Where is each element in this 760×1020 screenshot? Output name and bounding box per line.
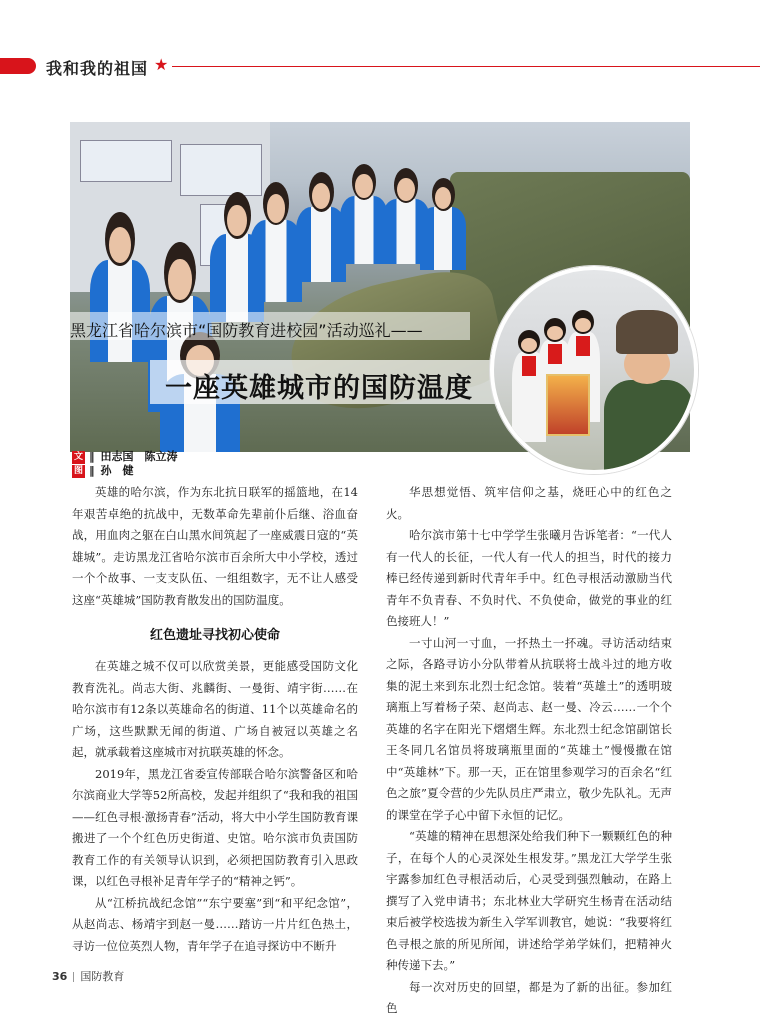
author-credit: 文 ‖ 田志国 陈立涛 <box>73 450 178 463</box>
inset-photo <box>490 266 698 474</box>
paragraph: 华思想觉悟、筑牢信仰之基，烧旺心中的红色之火。 <box>386 485 672 521</box>
header-divider <box>172 66 760 67</box>
photo-credit: 图 ‖ 孙 健 <box>73 464 134 477</box>
photographer-names: 孙 健 <box>100 464 134 477</box>
page-number: 36 <box>52 970 68 983</box>
article-title: 一座英雄城市的国防温度 <box>165 373 473 404</box>
credit-tag-text: 文 <box>73 451 83 462</box>
paragraph: 一寸山河一寸血，一抔热土一抔魂。寻访活动结束之际，各路寻访小分队带着从抗联将士战斗过的地方收集的泥土来到东北烈士纪念馆。装着“英雄土”的透明玻璃瓶上写着杨子荣、赵尚志、赵一曼、冷云……一个个英雄的名字在阳光下熠熠生辉。东北烈士纪念馆副馆长王冬同几名馆员将玻璃瓶里面的“英雄土”慢慢撒在馆中“英雄林”下。那一天，正在馆里参观学习的百余名“红色之旅”夏令营的少先队员庄严肃立，敬少先队礼。无声的课堂在学子心中留下永恒的记忆。 <box>386 635 672 822</box>
paragraph: 每一次对历史的回望，都是为了新的出征。参加红色 <box>386 979 672 1015</box>
paragraph: “英雄的精神在思想深处给我们种下一颗颗红色的种子，在每个人的心灵深处生根发芽。”黑龙江大学学生张宇露参加红色寻根活动后，心灵受到强烈触动，在路上撰写了入党申请书；东北林业大学研究生杨青在活动结束后被学校选拔为新生入学军训教官，她说：“我要将红色寻根之旅的所见所闻，讲述给学弟学妹们，把精神火种传递下去。” <box>386 829 672 972</box>
star-icon: ★ <box>154 55 169 74</box>
body-right <box>386 482 672 1020</box>
page-footer <box>52 968 124 984</box>
section-title: 我和我的祖国 <box>46 59 149 78</box>
magazine-name: 国防教育 <box>80 970 125 983</box>
paragraph: 在英雄之城不仅可以欣赏美景，更能感受国防文化教育洗礼。尚志大街、兆麟街、一曼街、靖宇街……在哈尔滨市有12条以英雄命名的街道、11个以英雄命名的广场，这些默默无闻的街道、广场自被冠以英雄之名起，就承载着这座城市对抗联英雄的怀念。 <box>72 659 358 759</box>
paragraph: 从“江桥抗战纪念馆”“东宁要塞”到“和平纪念馆”，从赵尚志、杨靖宇到赵一曼……踏访一片片红色热土，寻访一位位英烈人物，青年学子在追寻探访中不断升 <box>72 895 358 953</box>
article-subtitle: 黑龙江省哈尔滨市“国防教育进校园”活动巡礼—— <box>70 321 423 340</box>
paragraph: 哈尔滨市第十七中学学生张曦月告诉笔者：“一代人有一代人的长征，一代人有一代人的担当，时代的接力棒已经传递到新时代青年手中。红色寻根活动激励当代青年不负青春、不负时代、不负使命，做党的事业的红色接班人！” <box>386 528 672 628</box>
author-names: 田志国 陈立涛 <box>100 450 178 463</box>
body-left-main <box>72 656 358 957</box>
section-marker <box>0 58 36 74</box>
paragraph: 2019年，黑龙江省委宣传部联合哈尔滨警备区和哈尔滨商业大学等52所高校，发起并组织了“我和我的祖国——红色寻根·激扬青春”活动，将大中小学生国防教育课搬进了一个个红色历史街道、史馆。哈尔滨市负责国防教育工作的有关领导认识到，必须把国防教育引入思政课，以红色寻根补足青年学子的“精神之钙”。 <box>72 766 358 888</box>
body-left-intro <box>72 482 358 611</box>
paragraph: 英雄的哈尔滨，作为东北抗日联军的摇篮地，在14年艰苦卓绝的抗战中，无数革命先辈前仆后继、浴血奋战，用血肉之躯在白山黑水间筑起了一座威震日寇的“英雄城”。走访黑龙江省哈尔滨市百余所大中小学校，透过一个个故事、一支支队伍、一组组数字，无不让人感受这座“英雄城”国防教育散发出的国防温度。 <box>72 485 358 607</box>
section-heading: 红色遗址寻找初心使命 <box>149 628 280 643</box>
credit-tag-photo: 图 <box>73 465 83 476</box>
